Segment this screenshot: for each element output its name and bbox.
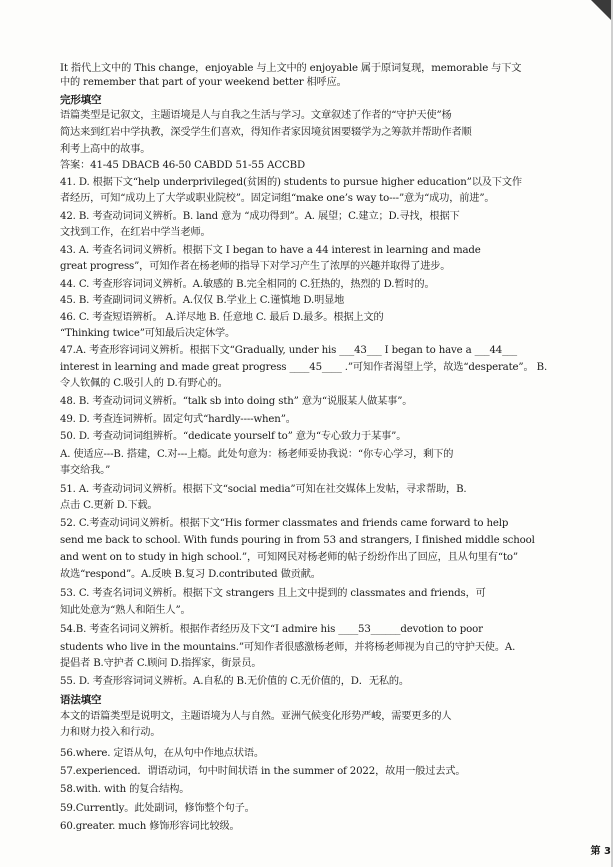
text-line: send me back to school. With funds pouring in from 53 and strangers, I finished middle school xyxy=(60,535,535,546)
text-line: 文找到工作，在红岩中学当老师。 xyxy=(60,227,211,238)
text-line: 60.greater. much 修饰形容词比较级。 xyxy=(60,821,240,832)
text-line: 52. C.考查动词词义辨析。根据下文“His former classmates and friends came forward to help xyxy=(60,518,509,529)
text-line: 54.B. 考查名词词义辨析。根据作者经历及下文“I admire his ____53______devotion to poor xyxy=(60,624,483,635)
text-line: 力和财力投入和行动。 xyxy=(60,727,161,738)
corner-fold-mark xyxy=(591,0,613,22)
text-line: 提倡者 B.守护者 C.顾问 D.指挥家，街景员。 xyxy=(60,658,262,669)
text-line: 51. A. 考查动词词义辨析。根据下文“social media”可知在社交媒体上发帖，寻求帮助，B. xyxy=(60,484,467,495)
text-line: 语篇类型是记叙文，主题语境是人与自我之生活与学习。文章叙述了作者的“守护天使”杨 xyxy=(60,110,452,121)
text-line: 令人钦佩的 C.吸引人的 D.有野心的。 xyxy=(60,378,228,389)
text-line: 中的 remember that part of your weekend better 相呼应。 xyxy=(60,77,347,88)
text-line: 57.experienced．谓语动词，句中时间状语 in the summer of 2022，故用一般过去式。 xyxy=(60,766,466,777)
page-number: 第 3 xyxy=(590,846,611,857)
text-line: great progress”，可知作者在杨老师的指导下对学习产生了浓厚的兴趣并取得了进步。 xyxy=(60,261,451,272)
text-line: 58.with. with 的复合结构。 xyxy=(60,784,190,795)
text-line: A. 使适应---B. 搭建，C.对---上瘾。此处句意为：杨老师妥协我说：“你专心学习，剩下的 xyxy=(60,449,454,460)
text-line: 43. A. 考查名词词义辨析。根据下文 I began to have a 44 interest in learning and made xyxy=(60,245,481,256)
text-line: 点击 C.更新 D.下载。 xyxy=(60,500,158,511)
text-line: students who live in the mountains.”可知作者很感激杨老师，并将杨老师视为自己的守护天使。A. xyxy=(60,642,516,653)
text-line: 50. D. 考查动词词组辨析。“dedicate yourself to” 意为“专心致力于某事”。 xyxy=(60,431,407,442)
text-line: 42. B. 考查动词词义辨析。B. land 意为 “成功得到”。A. 展望；C.建立；D.寻找，根据下 xyxy=(60,211,460,222)
text-line: 55. D. 考查形容词词义辨析。A.自私的 B.无价值的 C.无价值的，D．无私的。 xyxy=(60,676,409,687)
text-line: 知此处意为“熟人和陌生人”。 xyxy=(60,605,191,616)
section-heading: 语法填空 xyxy=(60,694,102,706)
text-line: 56.where. 定语从句，在从句中作地点状语。 xyxy=(60,748,264,759)
text-line: 事交给我。” xyxy=(60,465,111,476)
section-heading: 完形填空 xyxy=(60,94,102,106)
text-line: interest in learning and made great progress ____45____ .”可知作者渴望上学，故选“desperate”。 B. xyxy=(60,362,548,373)
text-line: and went on to study in high school.”，可知网民对杨老师的帖子纷纷作出了回应，且从句里有“to” xyxy=(60,552,518,563)
text-line: 47.A. 考查形容词词义辨析。根据下文“Gradually, under his ___43___ I began to have a ___44___ xyxy=(60,345,517,356)
text-line: 本文的语篇类型是说明文，主题语境为人与自然。亚洲气候变化形势严峻，需要更多的人 xyxy=(60,711,452,722)
text-line: 48. B. 考查动词词义辨析。“talk sb into doing sth” 意为“说服某人做某事”。 xyxy=(60,396,413,407)
text-line: 利考上高中的故事。 xyxy=(60,144,151,155)
text-line: 45. B. 考查副词词义辨析。A.仅仅 B.学业上 C.谨慎地 D.明显地 xyxy=(60,295,345,306)
text-line: 简达来到红岩中学执教，深受学生们喜欢，得知作者家因境贫困要辍学为之筹款并帮助作者顺 xyxy=(60,127,472,138)
text-line: 49. D. 考查连词辨析。固定句式“hardly----when”。 xyxy=(60,414,296,425)
text-line: 答案：41-45 DBACB 46-50 CABDD 51-55 ACCBD xyxy=(60,160,306,171)
text-line: 53. C. 考查名词词义辨析。根据下文 strangers 且上文中提到的 classmates and friends，可 xyxy=(60,588,486,599)
text-line: 46. C. 考查短语辨析。 A.详尽地 B. 任意地 C. 最后 D.最多。根据上文的 xyxy=(60,312,384,323)
text-line: 故选“respond”。A.反映 B.复习 D.contributed 做贡献。 xyxy=(60,569,321,580)
text-line: “Thinking twice”可知最后决定休学。 xyxy=(60,328,236,339)
text-line: It 指代上文中的 This change，enjoyable 与上文中的 enjoyable 属于原词复现，memorable 与下文 xyxy=(60,63,522,74)
text-line: 59.Currently。此处副词，修饰整个句子。 xyxy=(60,803,255,814)
text-line: 44. C. 考查形容词词义辨析。A.敏感的 B.完全相同的 C.狂热的，热烈的 D.暂时的。 xyxy=(60,279,435,290)
text-line: 41. D. 根据下文“help underprivileged(贫困的) students to pursue higher education”以及下文作 xyxy=(60,177,522,188)
text-line: 者经历，可知“成功上了大学或职业院校”。固定词组“make one’s way to---”意为“成功，前进”。 xyxy=(60,193,495,204)
